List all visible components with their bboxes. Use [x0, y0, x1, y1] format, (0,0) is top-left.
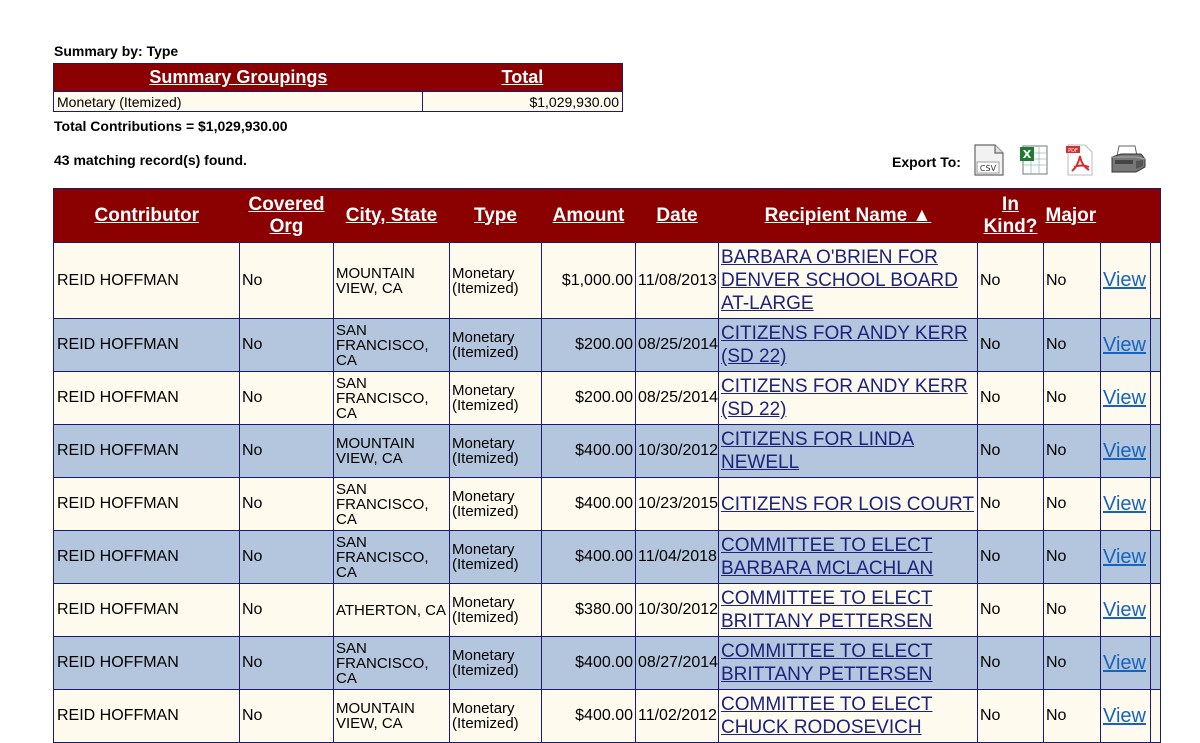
covered-org-cell: No	[240, 243, 334, 319]
amount-cell: $400.00	[542, 637, 636, 690]
excel-icon[interactable]	[1019, 143, 1051, 182]
contributor-cell: REID HOFFMAN	[54, 478, 240, 531]
city-state-cell: MOUNTAIN VIEW, CA	[334, 243, 450, 319]
table-row	[54, 243, 1161, 319]
view-link[interactable]: View	[1103, 386, 1146, 409]
recipient-cell	[719, 319, 978, 372]
view-link[interactable]: View	[1103, 492, 1146, 515]
recipient-link[interactable]: COMMITTEE TO ELECT BRITTANY PETTERSEN	[721, 588, 933, 632]
printer-icon[interactable]	[1109, 143, 1147, 182]
export-bar	[892, 142, 1161, 182]
date-cell: 11/04/2018	[636, 531, 719, 584]
view-link[interactable]: View	[1103, 269, 1146, 291]
covered-org-cell: No	[240, 637, 334, 690]
city-state-cell: SAN FRANCISCO, CA	[334, 637, 450, 690]
svg-text:PDF: PDF	[1068, 147, 1078, 154]
recipient-cell	[719, 584, 978, 637]
in-kind-cell: No	[978, 637, 1044, 690]
contributor-cell: REID HOFFMAN	[54, 243, 240, 319]
table-row	[54, 372, 1161, 425]
amount-cell: $200.00	[542, 372, 636, 425]
row-spacer-cell	[1151, 425, 1161, 478]
amount-cell: $400.00	[542, 690, 636, 743]
in-kind-cell: No	[978, 531, 1044, 584]
summary-by-label: Summary by: Type	[54, 43, 179, 59]
covered-org-cell: No	[240, 690, 334, 743]
date-cell: 10/30/2012	[636, 425, 719, 478]
recipient-cell	[719, 478, 978, 531]
header-type[interactable]: Type	[450, 189, 542, 243]
table-row	[54, 425, 1161, 478]
contributor-cell: REID HOFFMAN	[54, 425, 240, 478]
major-cell: No	[1044, 372, 1101, 425]
in-kind-cell: No	[978, 478, 1044, 531]
in-kind-cell: No	[978, 690, 1044, 743]
contributor-cell: REID HOFFMAN	[54, 372, 240, 425]
view-link[interactable]: View	[1103, 545, 1146, 568]
total-contributions: Total Contributions = $1,029,930.00	[54, 118, 288, 134]
view-link[interactable]: View	[1103, 704, 1146, 727]
header-major[interactable]: Major	[1044, 189, 1161, 243]
header-contributor[interactable]: Contributor	[54, 189, 240, 243]
pdf-icon[interactable]	[1065, 143, 1095, 182]
date-cell: 08/25/2014	[636, 319, 719, 372]
view-link[interactable]: View	[1103, 651, 1146, 674]
summary-total-cell: $1,029,930.00	[423, 92, 623, 112]
view-cell	[1101, 243, 1151, 319]
covered-org-cell: No	[240, 372, 334, 425]
header-amount[interactable]: Amount	[542, 189, 636, 243]
amount-cell: $1,000.00	[542, 243, 636, 319]
export-label: Export To:	[892, 154, 961, 170]
recipient-link[interactable]: COMMITTEE TO ELECT CHUCK RODOSEVICH	[721, 694, 933, 738]
view-cell	[1101, 531, 1151, 584]
row-spacer-cell	[1151, 584, 1161, 637]
major-cell: No	[1044, 243, 1101, 319]
summary-total-header[interactable]: Total	[423, 64, 623, 92]
recipient-link[interactable]: COMMITTEE TO ELECT BARBARA MCLACHLAN	[721, 535, 934, 579]
view-link[interactable]: View	[1103, 439, 1146, 462]
major-cell: No	[1044, 584, 1101, 637]
city-state-cell: MOUNTAIN VIEW, CA	[334, 690, 450, 743]
row-spacer-cell	[1151, 243, 1161, 319]
recipient-link[interactable]: CITIZENS FOR ANDY KERR (SD 22)	[721, 376, 968, 420]
view-cell	[1101, 584, 1151, 637]
recipient-link[interactable]: COMMITTEE TO ELECT BRITTANY PETTERSEN	[721, 641, 933, 685]
table-row	[54, 319, 1161, 372]
city-state-cell: MOUNTAIN VIEW, CA	[334, 425, 450, 478]
recipient-link[interactable]: BARBARA O'BRIEN FOR DENVER SCHOOL BOARD AT-LARGE	[721, 247, 958, 314]
header-city-state[interactable]: City, State	[334, 189, 450, 243]
in-kind-cell: No	[978, 372, 1044, 425]
type-cell: Monetary (Itemized)	[450, 690, 542, 743]
major-cell: No	[1044, 637, 1101, 690]
major-cell: No	[1044, 319, 1101, 372]
header-covered-org[interactable]: Covered Org	[240, 189, 334, 243]
row-spacer-cell	[1151, 319, 1161, 372]
results-table	[53, 188, 1161, 743]
type-cell: Monetary (Itemized)	[450, 584, 542, 637]
recipient-cell	[719, 637, 978, 690]
header-date[interactable]: Date	[636, 189, 719, 243]
row-spacer-cell	[1151, 531, 1161, 584]
covered-org-cell: No	[240, 319, 334, 372]
summary-groupings-header[interactable]: Summary Groupings	[54, 64, 423, 92]
major-cell: No	[1044, 478, 1101, 531]
view-cell	[1101, 478, 1151, 531]
recipient-cell	[719, 425, 978, 478]
type-cell: Monetary (Itemized)	[450, 531, 542, 584]
city-state-cell: ATHERTON, CA	[334, 584, 450, 637]
date-cell: 10/30/2012	[636, 584, 719, 637]
city-state-cell: SAN FRANCISCO, CA	[334, 478, 450, 531]
covered-org-cell: No	[240, 531, 334, 584]
recipient-cell	[719, 531, 978, 584]
type-cell: Monetary (Itemized)	[450, 243, 542, 319]
recipient-cell	[719, 690, 978, 743]
amount-cell: $400.00	[542, 478, 636, 531]
in-kind-cell: No	[978, 243, 1044, 319]
contributor-cell: REID HOFFMAN	[54, 584, 240, 637]
contributor-cell: REID HOFFMAN	[54, 637, 240, 690]
recipient-link[interactable]: CITIZENS FOR ANDY KERR (SD 22)	[721, 323, 968, 367]
view-cell	[1101, 637, 1151, 690]
amount-cell: $400.00	[542, 425, 636, 478]
covered-org-cell: No	[240, 478, 334, 531]
amount-cell: $400.00	[542, 531, 636, 584]
row-spacer-cell	[1151, 478, 1161, 531]
csv-icon[interactable]	[973, 143, 1005, 182]
table-row	[54, 478, 1161, 531]
view-cell	[1101, 425, 1151, 478]
header-in-kind[interactable]: In Kind?	[978, 189, 1044, 243]
in-kind-cell: No	[978, 319, 1044, 372]
view-link[interactable]: View	[1103, 333, 1146, 356]
contributor-cell: REID HOFFMAN	[54, 690, 240, 743]
recipient-link[interactable]: CITIZENS FOR LINDA NEWELL	[721, 429, 915, 473]
major-cell: No	[1044, 425, 1101, 478]
table-row	[54, 690, 1161, 743]
contributor-cell: REID HOFFMAN	[54, 531, 240, 584]
city-state-cell: SAN FRANCISCO, CA	[334, 531, 450, 584]
results-header-row	[54, 189, 1161, 243]
date-cell: 11/08/2013	[636, 243, 719, 319]
row-spacer-cell	[1151, 372, 1161, 425]
date-cell: 08/27/2014	[636, 637, 719, 690]
type-cell: Monetary (Itemized)	[450, 319, 542, 372]
summary-grouping-cell: Monetary (Itemized)	[54, 92, 423, 112]
row-spacer-cell	[1151, 690, 1161, 743]
recipient-link[interactable]: CITIZENS FOR LOIS COURT	[721, 493, 975, 515]
row-spacer-cell	[1151, 637, 1161, 690]
major-cell: No	[1044, 531, 1101, 584]
type-cell: Monetary (Itemized)	[450, 372, 542, 425]
type-cell: Monetary (Itemized)	[450, 478, 542, 531]
amount-cell: $200.00	[542, 319, 636, 372]
covered-org-cell: No	[240, 425, 334, 478]
covered-org-cell: No	[240, 584, 334, 637]
table-row	[54, 584, 1161, 637]
recipient-cell	[719, 372, 978, 425]
city-state-cell: SAN FRANCISCO, CA	[334, 372, 450, 425]
amount-cell: $380.00	[542, 584, 636, 637]
view-cell	[1101, 319, 1151, 372]
summary-table	[53, 63, 623, 112]
city-state-cell: SAN FRANCISCO, CA	[334, 319, 450, 372]
type-cell: Monetary (Itemized)	[450, 425, 542, 478]
table-row	[54, 531, 1161, 584]
date-cell: 10/23/2015	[636, 478, 719, 531]
view-cell	[1101, 372, 1151, 425]
major-cell: No	[1044, 690, 1101, 743]
in-kind-cell: No	[978, 425, 1044, 478]
svg-text:X: X	[1022, 147, 1032, 161]
date-cell: 08/25/2014	[636, 372, 719, 425]
type-cell: Monetary (Itemized)	[450, 637, 542, 690]
summary-row	[54, 92, 623, 112]
svg-text:CSV: CSV	[979, 163, 997, 173]
contributor-cell: REID HOFFMAN	[54, 319, 240, 372]
in-kind-cell: No	[978, 584, 1044, 637]
header-recipient-name[interactable]: Recipient Name ▲	[719, 189, 978, 243]
table-row	[54, 637, 1161, 690]
view-link[interactable]: View	[1103, 598, 1146, 621]
recipient-cell	[719, 243, 978, 319]
matching-records-count: 43 matching record(s) found.	[54, 152, 247, 168]
view-cell	[1101, 690, 1151, 743]
date-cell: 11/02/2012	[636, 690, 719, 743]
